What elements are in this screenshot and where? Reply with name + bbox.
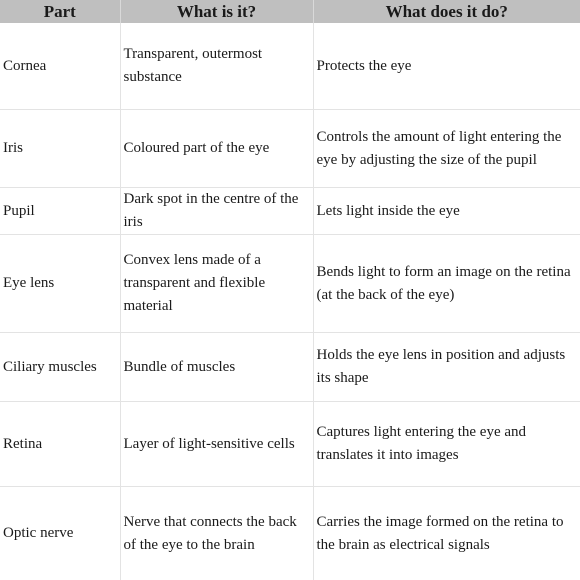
description-cell: Transparent, outermost substance: [120, 23, 313, 110]
part-cell: Eye lens: [0, 235, 120, 333]
part-cell: Iris: [0, 110, 120, 188]
header-what-does-it-do: What does it do?: [313, 0, 580, 23]
part-cell: Retina: [0, 402, 120, 487]
function-cell: Lets light inside the eye: [313, 188, 580, 235]
function-cell: Holds the eye lens in position and adjusts its shape: [313, 333, 580, 402]
header-row: [0, 0, 580, 23]
table-row: [0, 402, 580, 487]
table-row: [0, 188, 580, 235]
function-cell: Bends light to form an image on the retina (at the back of the eye): [313, 235, 580, 333]
function-cell: Captures light entering the eye and translates it into images: [313, 402, 580, 487]
part-cell: Cornea: [0, 23, 120, 110]
header-what-is-it: What is it?: [120, 0, 313, 23]
part-cell: Optic nerve: [0, 487, 120, 580]
table-row: [0, 110, 580, 188]
table-row: [0, 23, 580, 110]
table-row: [0, 333, 580, 402]
function-cell: Protects the eye: [313, 23, 580, 110]
header-part: Part: [0, 0, 120, 23]
description-cell: Convex lens made of a transparent and flexible material: [120, 235, 313, 333]
part-cell: Pupil: [0, 188, 120, 235]
description-cell: Nerve that connects the back of the eye to the brain: [120, 487, 313, 580]
table-row: [0, 487, 580, 580]
description-cell: Layer of light-sensitive cells: [120, 402, 313, 487]
description-cell: Dark spot in the centre of the iris: [120, 188, 313, 235]
function-cell: Controls the amount of light entering the eye by adjusting the size of the pupil: [313, 110, 580, 188]
function-cell: Carries the image formed on the retina to the brain as electrical signals: [316, 513, 564, 553]
part-cell: Ciliary muscles: [0, 333, 120, 402]
description-cell: Bundle of muscles: [120, 333, 313, 402]
table-row: [0, 235, 580, 333]
description-cell: Coloured part of the eye: [120, 110, 313, 188]
